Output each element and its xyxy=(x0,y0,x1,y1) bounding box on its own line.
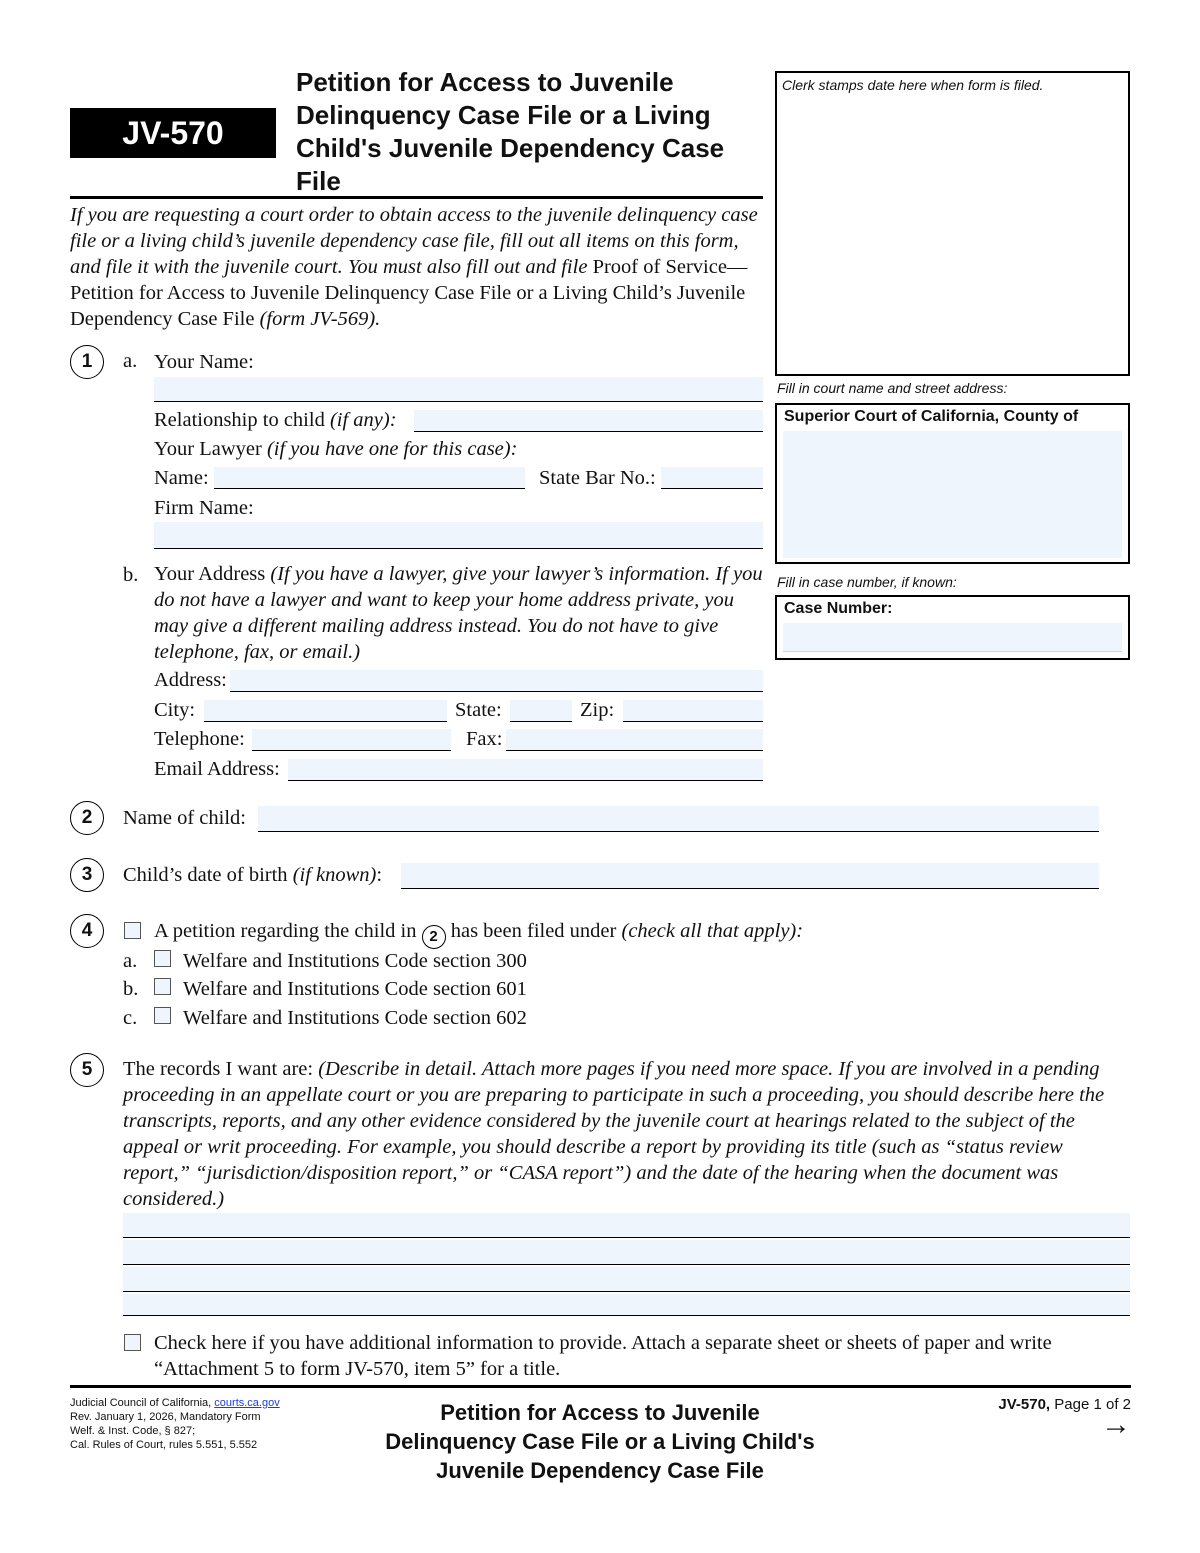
option-c-letter: c. xyxy=(123,1007,138,1029)
address-label: Address: xyxy=(154,669,227,691)
state-label: State: xyxy=(455,699,502,721)
section-300-label: Welfare and Institutions Code section 300 xyxy=(183,950,527,972)
records-line-3[interactable] xyxy=(123,1267,1130,1292)
item-1-number: 1 xyxy=(70,345,104,379)
court-name-field[interactable] xyxy=(783,431,1122,558)
your-name-field[interactable] xyxy=(154,377,763,402)
clerk-stamp-label: Clerk stamps date here when form is filed. xyxy=(782,77,1044,93)
zip-field[interactable] xyxy=(623,700,763,722)
case-number-field[interactable] xyxy=(783,623,1122,652)
relationship-field[interactable] xyxy=(414,410,763,432)
records-line-4[interactable] xyxy=(123,1294,1130,1316)
telephone-field[interactable] xyxy=(252,729,451,751)
additional-info-label: Check here if you have additional information to provide. Attach a separate sheet or sheets of paper and write “Attachment 5 to form JV-570, item 5” for a title. xyxy=(154,1332,1052,1380)
records-instructions: The records I want are: (Describe in detail. Attach more pages if you need more space. If you are involved in a pending proceeding in an appellate court or you are preparing to participate in such a proceeding, you should describe here the transcripts, reports, and any other evidence considered by the juvenile court at hearings related to the subject of the appeal or writ proceeding. For example, you should describe a report by providing its title (such as “status review report,” “jurisdiction/disposition report,” or “CASA report”) and the date of the hearing when the document was considered.) xyxy=(123,1058,1105,1210)
footer-divider xyxy=(70,1385,1131,1388)
title-divider xyxy=(70,196,763,199)
child-dob-label: Child’s date of birth (if known): xyxy=(123,864,383,886)
state-bar-label: State Bar No.: xyxy=(539,467,656,489)
item-1a-letter: a. xyxy=(123,350,138,372)
court-name-label: Superior Court of California, County of xyxy=(784,408,1079,425)
child-dob-field[interactable] xyxy=(401,863,1099,889)
your-lawyer-label: Your Lawyer (if you have one for this case): xyxy=(154,438,518,460)
firm-name-field[interactable] xyxy=(154,522,763,549)
state-bar-field[interactable] xyxy=(661,467,763,489)
email-field[interactable] xyxy=(288,759,763,781)
option-b-letter: b. xyxy=(123,978,139,1000)
child-name-field[interactable] xyxy=(258,806,1099,832)
case-number-hint: Fill in case number, if known: xyxy=(777,574,957,590)
city-label: City: xyxy=(154,699,196,721)
item-2-reference: 2 xyxy=(422,925,446,949)
footer-title: Petition for Access to Juvenile Delinquency Case File or a Living Child's Juvenile Dependency Case File xyxy=(385,1400,815,1483)
courts-link[interactable]: courts.ca.gov xyxy=(214,1397,280,1409)
city-field[interactable] xyxy=(204,700,447,722)
case-number-label: Case Number: xyxy=(784,600,893,617)
your-name-label: Your Name: xyxy=(154,351,254,373)
form-number-badge: JV-570 xyxy=(70,108,276,158)
your-address-instructions: Your Address (If you have a lawyer, give your lawyer’s information. If you do not have a lawyer and want to keep your home address private, you may give a different mailing address instead. You do not have to give telephone, fax, or email.) xyxy=(154,563,763,663)
petition-filed-label: A petition regarding the child in 2 has been filed under (check all that apply): xyxy=(154,918,803,949)
footer-citation: Judicial Council of California, courts.ca.gov Rev. January 1, 2026, Mandatory Form Welf. & Inst. Code, § 827; Cal. Rules of Court, rules 5.551, 5.552 xyxy=(70,1397,280,1451)
section-602-checkbox[interactable] xyxy=(154,1007,171,1024)
item-5-number: 5 xyxy=(70,1053,104,1087)
item-2-number: 2 xyxy=(70,801,104,835)
telephone-label: Telephone: xyxy=(154,728,245,750)
additional-info-checkbox[interactable] xyxy=(124,1334,141,1351)
page-indicator: JV-570, Page 1 of 2 → xyxy=(950,1396,1131,1437)
court-name-box xyxy=(775,403,1130,564)
case-number-box xyxy=(775,595,1130,660)
item-1b-letter: b. xyxy=(123,564,139,586)
option-a-letter: a. xyxy=(123,950,138,972)
lawyer-name-field[interactable] xyxy=(214,467,525,489)
intro-instructions: If you are requesting a court order to obtain access to the juvenile delinquency case file or a living child’s juvenile dependency case file, fill out all items on this form, and file it with the juvenile court. You must also fill out and file Proof of Service—Petition for Access to Juvenile Delinquency Case File or a Living Child’s Juvenile Dependency Case File (form JV-569). xyxy=(70,204,758,330)
child-name-label: Name of child: xyxy=(123,807,246,829)
item-3-number: 3 xyxy=(70,858,104,892)
petition-filed-checkbox[interactable] xyxy=(124,922,141,939)
section-601-label: Welfare and Institutions Code section 601 xyxy=(183,978,527,1000)
section-300-checkbox[interactable] xyxy=(154,950,171,967)
fax-label: Fax: xyxy=(466,728,503,750)
form-title: Petition for Access to Juvenile Delinquency Case File or a Living Child's Juvenile Dependency Case File xyxy=(296,67,725,196)
records-line-1[interactable] xyxy=(123,1213,1130,1238)
email-label: Email Address: xyxy=(154,758,280,780)
section-601-checkbox[interactable] xyxy=(154,978,171,995)
fax-field[interactable] xyxy=(506,729,763,751)
next-page-arrow-icon: → xyxy=(1101,1408,1131,1441)
clerk-stamp-box xyxy=(775,71,1130,376)
zip-label: Zip: xyxy=(580,699,615,721)
section-602-label: Welfare and Institutions Code section 602 xyxy=(183,1007,527,1029)
relationship-label: Relationship to child (if any): xyxy=(154,409,397,431)
records-line-2[interactable] xyxy=(123,1240,1130,1265)
item-4-number: 4 xyxy=(70,914,104,948)
court-name-hint: Fill in court name and street address: xyxy=(777,380,1008,396)
firm-name-label: Firm Name: xyxy=(154,497,254,519)
address-field[interactable] xyxy=(230,670,763,692)
state-field[interactable] xyxy=(510,700,572,722)
lawyer-name-label: Name: xyxy=(154,467,209,489)
